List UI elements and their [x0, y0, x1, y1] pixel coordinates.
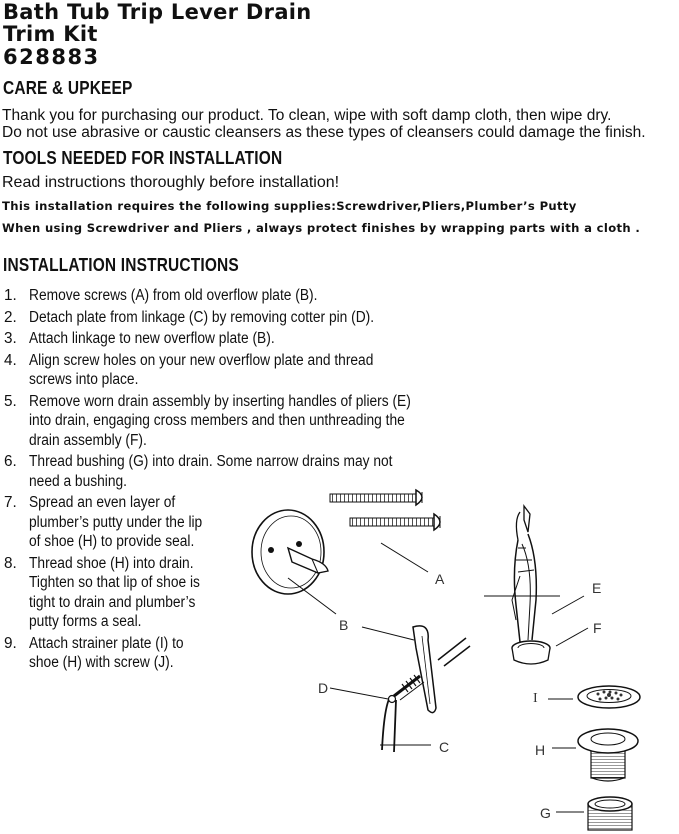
step-line: of shoe (H) to provide seal. [29, 533, 195, 550]
step-line: plumber’s putty under the lip [29, 513, 203, 531]
step-line: Align screw holes on your new overflow plate and thread [29, 351, 374, 369]
part-label-h: H [535, 742, 546, 758]
care-heading: CARE & UPKEEP [3, 78, 133, 98]
part-label-i: I [533, 691, 538, 706]
part-label-d: D [318, 680, 329, 696]
leader-e [552, 596, 584, 614]
part-label-c: C [439, 739, 450, 755]
step-line: into drain, engaging cross members and then unthreading the [29, 412, 405, 429]
step-line: Tighten so that lip of shoe is [29, 574, 200, 591]
step-number: 5. [4, 392, 17, 410]
drain-f [512, 641, 550, 664]
step-number: 3. [4, 330, 17, 347]
step-line: Detach plate from linkage (C) by removing cotter pin (D). [29, 308, 375, 326]
step-line: Thread shoe (H) into drain. [29, 554, 194, 572]
instructions-heading: INSTALLATION INSTRUCTIONS [3, 255, 239, 275]
step-number: 7. [4, 494, 17, 511]
step-line: shoe (H) with screw (J). [29, 654, 174, 671]
doc-title-line1: Bath Tub Trip Lever Drain [3, 0, 312, 24]
step-number: 8. [4, 554, 17, 572]
part-label-b: B [339, 617, 349, 633]
step-line: tight to drain and plumber’s [29, 593, 196, 611]
supplies-note: This installation requires the following supplies:Screwdriver,Pliers,Plumber’s Putty [2, 199, 577, 213]
step-line: Thread bushing (G) into drain. Some narrow drains may not [29, 453, 393, 470]
step-line: Attach linkage to new overflow plate (B). [29, 330, 275, 347]
step-line: Remove worn drain assembly by inserting handles of pliers (E) [29, 392, 411, 410]
part-label-e: E [592, 580, 602, 596]
step-line: drain assembly (F). [29, 431, 147, 449]
step-number: 1. [4, 287, 17, 304]
care-text-line2: Do not use abrasive or caustic cleansers as these types of cleansers could damage the finish. [2, 124, 646, 141]
care-text-line1: Thank you for purchasing our product. To clean, wipe with soft damp cloth, then wipe dry. [2, 107, 612, 124]
doc-title-line2: Trim Kit [3, 22, 98, 46]
step-line: screws into place. [29, 371, 139, 388]
step-line: Attach strainer plate (I) to [29, 634, 184, 652]
step-number: 2. [4, 308, 17, 326]
tools-intro: Read instructions thoroughly before installation! [2, 174, 340, 191]
model-number: 628883 [3, 45, 100, 69]
step-line: need a bushing. [29, 472, 127, 490]
overflow-plate-b [252, 510, 328, 594]
pliers-e [512, 506, 536, 642]
screw-a-top [330, 490, 422, 505]
step-line: Spread an even layer of [29, 494, 176, 511]
step-number: 4. [4, 351, 17, 369]
linkage-c [382, 626, 470, 752]
part-label-f: F [593, 620, 602, 636]
tools-heading: TOOLS NEEDED FOR INSTALLATION [3, 148, 283, 168]
part-label-a: A [435, 571, 445, 587]
part-label-g: G [540, 805, 551, 821]
step-line: putty forms a seal. [29, 613, 142, 630]
protect-note: When using Screwdriver and Pliers , always protect finishes by wrapping parts with a cloth . [2, 221, 641, 235]
bushing-g [588, 797, 632, 830]
strainer-plate-i [578, 686, 640, 708]
step-number: 6. [4, 453, 17, 470]
leader-a [381, 543, 428, 572]
step-line: Remove screws (A) from old overflow plate (B). [29, 287, 318, 304]
leader-d [330, 688, 388, 699]
screw-a-bottom [350, 514, 440, 530]
shoe-h [578, 729, 638, 781]
leader-b-lever [362, 627, 414, 640]
leader-f [556, 628, 588, 646]
step-number: 9. [4, 634, 17, 652]
